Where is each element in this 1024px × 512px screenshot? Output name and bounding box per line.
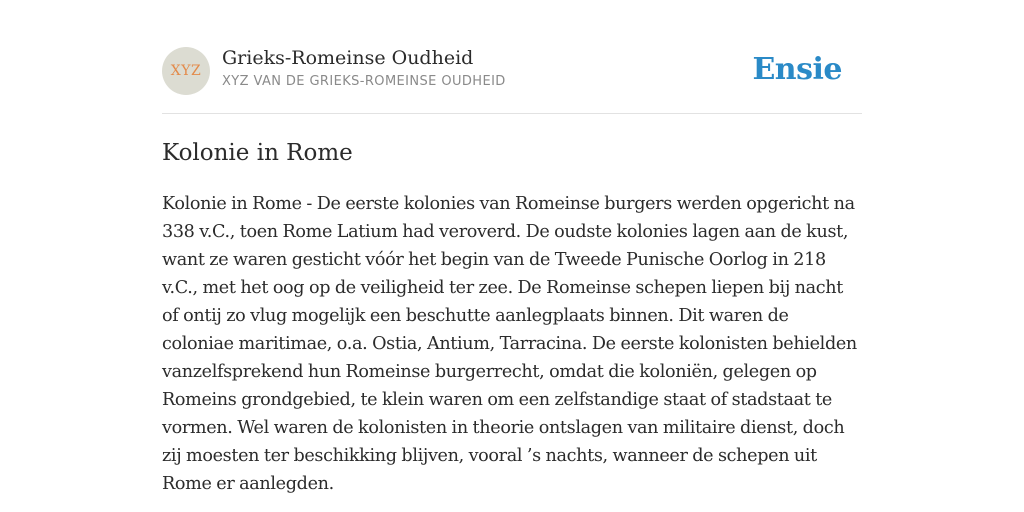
article-body: Kolonie in Rome - De eerste kolonies van Romeinse burgers werden opgericht na 338 v.C., toen Rome Latium had veroverd. De oudste kolonies lagen aan de kust, want ze waren gesticht vóór het begin van de Tweede Punische Oorlog in 218 v.C., met het oog op de veiligheid ter zee. De Romeinse schepen liepen bij nacht of ontij zo vlug mogelijk een beschutte aanlegplaats binnen. Dit waren de coloniae maritimae, o.a. Ostia, Antium, Tarracina. De eerste kolonisten behielden vanzelfsprekend hun Romeinse burgerrecht, omdat die koloniën, gelegen op Romeins grondgebied, te klein waren om een zelfstandige staat of stadstaat te vormen. Wel waren de kolonisten in theorie ontslagen van militaire dienst, doch zij moesten ter beschikking blijven, vooral ’s nachts, wanneer de schepen uit Rome er aanlegden. <box>162 194 857 494</box>
book-title[interactable]: Grieks-Romeinse Oudheid <box>222 47 474 69</box>
article-title: Kolonie in Rome <box>162 140 353 166</box>
article-card <box>162 0 862 512</box>
book-subtitle: XYZ VAN DE GRIEKS-ROMEINSE OUDHEID <box>222 74 506 89</box>
ensie-logo[interactable]: Ensie <box>752 52 842 87</box>
book-avatar[interactable]: XYZ <box>162 47 210 95</box>
article-header <box>162 46 862 96</box>
header-divider <box>162 113 862 114</box>
